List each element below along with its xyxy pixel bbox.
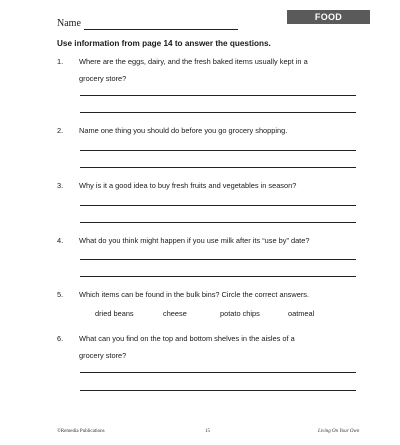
answer-option-oatmeal[interactable]: oatmeal bbox=[288, 309, 315, 318]
question-number: 6. bbox=[57, 334, 64, 343]
question-number: 5. bbox=[57, 290, 64, 299]
question-text: grocery store? bbox=[79, 351, 127, 360]
answer-line[interactable] bbox=[80, 95, 356, 96]
answer-line[interactable] bbox=[80, 390, 356, 391]
answer-line[interactable] bbox=[80, 205, 356, 206]
question-text: What can you find on the top and bottom shelves in the aisles of a bbox=[79, 334, 295, 343]
instructions: Use information from page 14 to answer the questions. bbox=[57, 39, 271, 48]
answer-option-dried-beans[interactable]: dried beans bbox=[95, 309, 134, 318]
name-label: Name bbox=[57, 18, 81, 29]
footer-publisher: ©Remedia Publications bbox=[57, 429, 105, 434]
footer-book-title: Living On Your Own bbox=[318, 429, 360, 434]
answer-option-potato-chips[interactable]: potato chips bbox=[220, 309, 260, 318]
answer-line[interactable] bbox=[80, 167, 356, 168]
section-banner: FOOD bbox=[287, 10, 370, 24]
answer-line[interactable] bbox=[80, 372, 356, 373]
answer-line[interactable] bbox=[80, 276, 356, 277]
question-text: Where are the eggs, dairy, and the fresh baked items usually kept in a bbox=[79, 57, 308, 66]
footer-page-number: 15 bbox=[205, 429, 210, 434]
question-text: grocery store? bbox=[79, 74, 127, 83]
answer-line[interactable] bbox=[80, 112, 356, 113]
answer-line[interactable] bbox=[80, 150, 356, 151]
answer-line[interactable] bbox=[80, 222, 356, 223]
question-number: 2. bbox=[57, 126, 64, 135]
question-text: Name one thing you should do before you go grocery shopping. bbox=[79, 126, 288, 135]
question-text: Why is it a good idea to buy fresh fruits and vegetables in season? bbox=[79, 181, 297, 190]
question-number: 4. bbox=[57, 236, 64, 245]
name-answer-line[interactable] bbox=[84, 29, 238, 30]
answer-line[interactable] bbox=[80, 259, 356, 260]
question-number: 3. bbox=[57, 181, 64, 190]
question-text: Which items can be found in the bulk bins? Circle the correct answers. bbox=[79, 290, 310, 299]
question-number: 1. bbox=[57, 57, 64, 66]
question-text: What do you think might happen if you use milk after its “use by” date? bbox=[79, 236, 310, 245]
answer-option-cheese[interactable]: cheese bbox=[163, 309, 187, 318]
